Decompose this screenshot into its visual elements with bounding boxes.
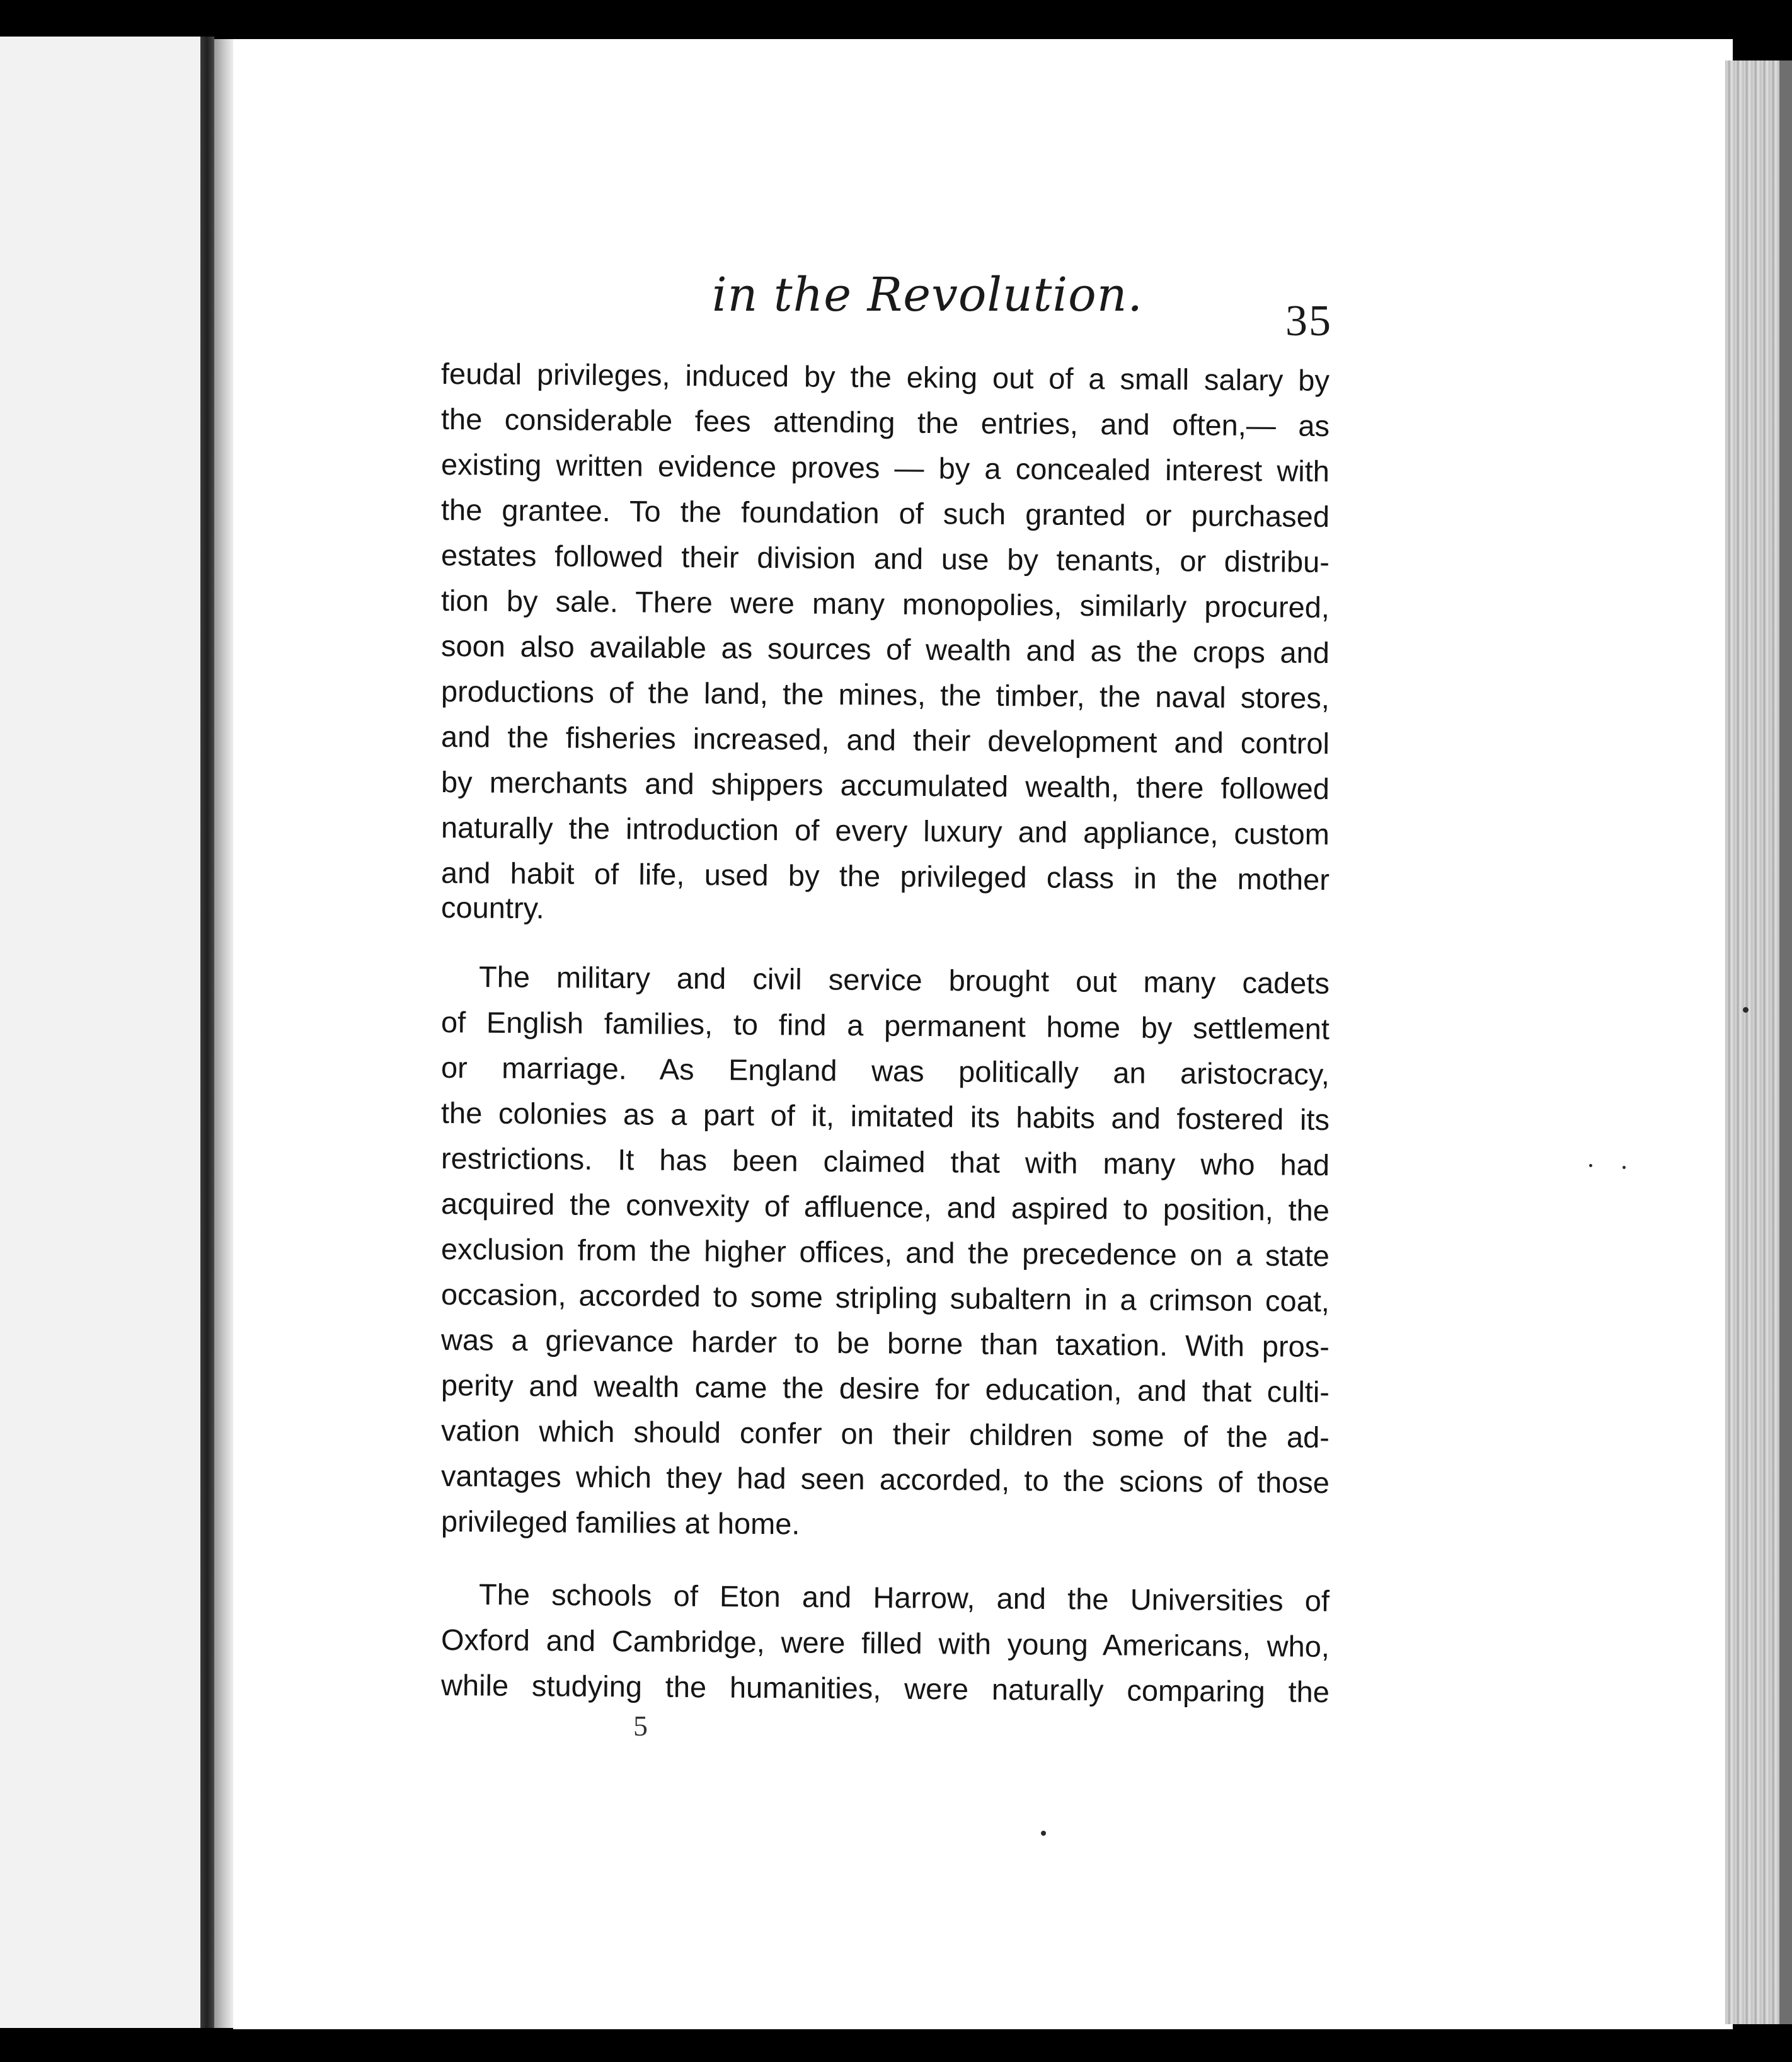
text-line: Oxford and Cambridge, were filled with young Americans, who, [440, 1623, 1330, 1664]
text-line: soon also available as sources of wealth and as the crops and [440, 629, 1330, 670]
page-number: 35 [1285, 297, 1332, 345]
text-line: of English families, to find a permanent home by settlement [440, 1005, 1330, 1046]
text-line: vantages which they had seen accorded, to the scions of those [440, 1459, 1330, 1500]
text-line: by merchants and shippers accumulated wealth, there followed [440, 765, 1330, 806]
scan-speck [1743, 1007, 1749, 1013]
scan-speck [1623, 1166, 1626, 1169]
text-line: and the fisheries increased, and their development and control [440, 720, 1330, 761]
text-line: feudal privileges, induced by the eking out of a small salary by [440, 357, 1330, 398]
text-line: estates followed their division and use by tenants, or distribu- [440, 538, 1330, 579]
text-line: existing written evidence proves — by a concealed interest with [440, 447, 1330, 488]
scan-speck [1041, 1831, 1046, 1836]
scan-speck [1589, 1164, 1592, 1167]
running-head: in the Revolution. [712, 268, 1143, 322]
text-line: the colonies as a part of it, imitated its habits and fostered its [440, 1096, 1330, 1137]
text-line: perity and wealth came the desire for education, and that culti- [440, 1368, 1330, 1409]
text-line: exclusion from the higher offices, and the precedence on a state [440, 1232, 1330, 1273]
text-line: and habit of life, used by the privileged class in the mother [440, 856, 1330, 897]
text-line: restrictions. It has been claimed that with many who had [440, 1141, 1330, 1182]
text-line: The schools of Eton and Harrow, and the Universities of [478, 1577, 1330, 1618]
text-line: privileged families at home. [440, 1504, 800, 1541]
text-line: country. [440, 890, 544, 925]
text-line: naturally the introduction of every luxury and appliance, custom [440, 810, 1330, 851]
text-line: vation which should confer on their children some of the ad- [440, 1414, 1330, 1454]
text-line: The military and civil service brought out many cadets [478, 960, 1330, 1000]
text-line: occasion, accorded to some stripling subaltern in a crimson coat, [440, 1277, 1330, 1318]
text-line: the grantee. To the foundation of such granted or purchased [440, 493, 1330, 534]
text-line: tion by sale. There were many monopolies, similarly procured, [440, 584, 1330, 625]
text-line: or marriage. As England was politically an aristocracy, [440, 1051, 1330, 1091]
text-line: the considerable fees attending the entries, and often,— as [440, 402, 1330, 443]
text-line: while studying the humanities, were naturally comparing the [440, 1668, 1330, 1709]
text-line: acquired the convexity of affluence, and aspired to position, the [440, 1187, 1330, 1228]
text-line: was a grievance harder to be borne than taxation. With pros- [440, 1323, 1330, 1364]
text-line: productions of the land, the mines, the timber, the naval stores, [440, 674, 1330, 715]
signature-mark: 5 [633, 1710, 648, 1742]
